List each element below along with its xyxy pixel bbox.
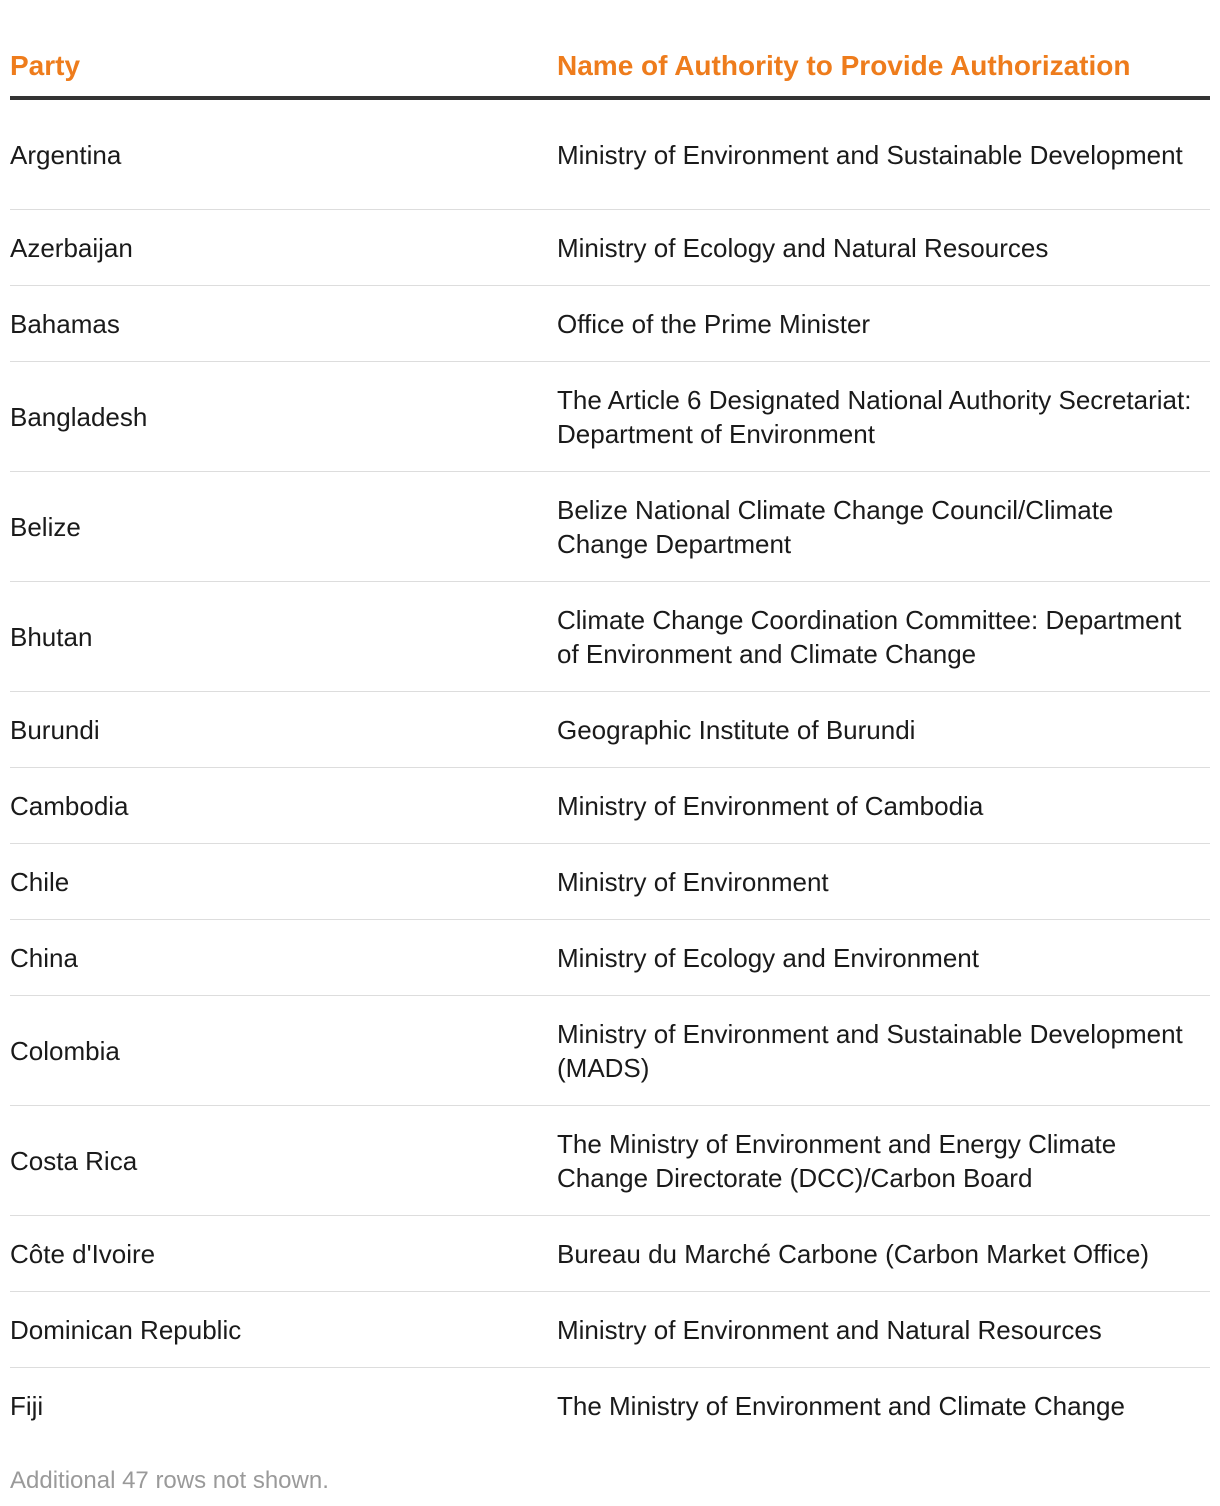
- table-row: [10, 996, 1210, 1106]
- party-cell: Chile: [10, 866, 70, 897]
- table-row: [10, 100, 1210, 210]
- table-row: [10, 1368, 1210, 1444]
- table-row: [10, 844, 1210, 920]
- authority-cell: Ministry of Environment: [557, 866, 829, 897]
- header-party[interactable]: Party: [10, 50, 81, 81]
- authority-cell: Ministry of Environment and Natural Resources: [557, 1314, 1102, 1345]
- authority-table: [10, 40, 1210, 1444]
- party-cell: Costa Rica: [10, 1145, 138, 1176]
- party-cell: Bahamas: [10, 308, 120, 339]
- authority-cell: Ministry of Environment of Cambodia: [557, 790, 984, 821]
- table-row: [10, 362, 1210, 472]
- table-row: [10, 472, 1210, 582]
- authority-cell: Belize National Climate Change Council/Climate Change Department: [557, 494, 1114, 559]
- party-cell: Belize: [10, 511, 81, 542]
- authority-cell: The Ministry of Environment and Climate Change: [557, 1391, 1125, 1421]
- party-cell: Côte d'Ivoire: [10, 1238, 156, 1269]
- authority-cell: Office of the Prime Minister: [557, 308, 871, 339]
- authority-cell: Geographic Institute of Burundi: [557, 714, 916, 745]
- authority-cell: The Ministry of Environment and Energy Climate Change Directorate (DCC)/Carbon Board: [557, 1128, 1117, 1193]
- authority-cell: The Article 6 Designated National Authority Secretariat: Department of Environment: [557, 384, 1192, 449]
- hidden-rows-note: Additional 47 rows not shown.: [10, 1467, 329, 1494]
- table-row: [10, 286, 1210, 362]
- table-row: [10, 692, 1210, 768]
- party-cell: Burundi: [10, 714, 100, 745]
- authority-cell: Ministry of Environment and Sustainable Development: [557, 139, 1183, 170]
- party-cell: Fiji: [10, 1391, 44, 1421]
- party-cell: Cambodia: [10, 790, 129, 821]
- party-cell: Azerbaijan: [10, 232, 133, 263]
- party-cell: Colombia: [10, 1035, 120, 1066]
- table-row: [10, 1292, 1210, 1368]
- table-header-row: [10, 40, 1210, 100]
- party-cell: Dominican Republic: [10, 1314, 242, 1345]
- authority-cell: Ministry of Ecology and Environment: [557, 942, 979, 973]
- party-cell: Bangladesh: [10, 401, 148, 432]
- table-row: [10, 1216, 1210, 1292]
- authority-cell: Bureau du Marché Carbone (Carbon Market Office): [557, 1238, 1150, 1269]
- table-row: [10, 920, 1210, 996]
- table-row: [10, 210, 1210, 286]
- table-row: [10, 1106, 1210, 1216]
- table-row: [10, 582, 1210, 692]
- party-cell: Argentina: [10, 139, 122, 170]
- header-authority[interactable]: Name of Authority to Provide Authorization: [557, 50, 1131, 81]
- authority-cell: Ministry of Ecology and Natural Resources: [557, 232, 1049, 263]
- authority-cell: Ministry of Environment and Sustainable Development (MADS): [557, 1018, 1183, 1083]
- party-cell: China: [10, 942, 78, 973]
- party-cell: Bhutan: [10, 621, 93, 652]
- authority-cell: Climate Change Coordination Committee: Department of Environment and Climate Change: [557, 604, 1182, 669]
- table-row: [10, 768, 1210, 844]
